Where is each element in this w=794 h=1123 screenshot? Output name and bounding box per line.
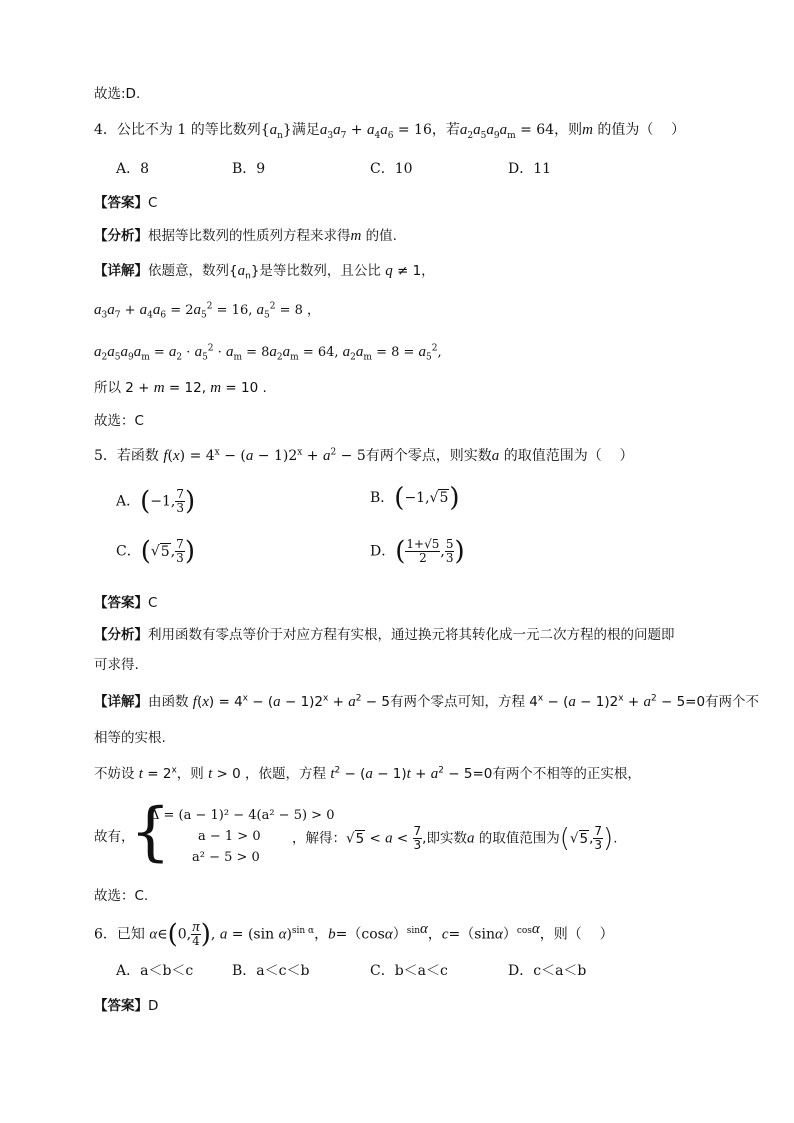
q4-option-c: C．10 xyxy=(370,161,413,177)
q5-system-row-3: a² − 5 > 0 xyxy=(192,850,260,865)
q4-eq1: $a_3a_7 + a_4a_6 = 2a_5^2 = 16$, $a_5^2 = 8$ ， xyxy=(94,301,321,321)
q6-answer: 【答案】D xyxy=(94,998,159,1014)
q5-detail-l1: 【详解】由函数 $f(x) = 4^x - (a - 1)2^x + a^2 - 5$有两个零点可知，方程 $4^x - (a - 1)2^x + a^2 - 5=0$有两个不 xyxy=(94,693,760,710)
q5-analysis-l2: 可求得. xyxy=(94,657,139,673)
q4-option-a: A．8 xyxy=(116,161,150,177)
q4-analysis: 【分析】根据等比数列的性质列方程来求得m 的值. xyxy=(94,228,397,244)
q4-conclusion: 故选：C xyxy=(94,413,144,429)
q5-conclusion: 故选：C. xyxy=(94,888,149,904)
q4-detail: 【详解】依题意，数列$\{a_n\}$是等比数列，且公比 q ≠ 1， xyxy=(94,263,435,282)
q5-option-b: B．(−1,√5) xyxy=(370,483,460,513)
prev-conclusion: 故选:D. xyxy=(94,86,141,102)
q4-eq2: $a_2a_5a_9a_m = a_2 \cdot a_5^2 \cdot a_m = 8a_2a_m = 64$, $a_2a_m = 8 = a_5^2$, xyxy=(94,343,442,363)
q6-option-d: D．c＜a＜b xyxy=(508,963,587,979)
q5-system-prefix: 故有， xyxy=(94,829,135,845)
q5-system-row-2: a − 1 > 0 xyxy=(198,829,261,844)
q5-option-d: D．( $\frac{1+√5}{2}$ , $\frac{5}{3}$ ) xyxy=(370,536,465,567)
q5-detail-l3: 不妨设 $t = 2^x$，则 t > 0 ，依题，方程 $t^2 - (a - 1)t + a^2 - 5=0$有两个不相等的正实根， xyxy=(94,765,641,782)
q6-option-b: B．a＜c＜b xyxy=(232,963,310,979)
q4-answer: 【答案】C xyxy=(94,195,158,211)
q6-option-c: C．b＜a＜c xyxy=(370,963,448,979)
q4-option-d: D．11 xyxy=(508,161,552,177)
q4-stem: 4．公比不为 1 的等比数列$\{a_n\}$满足$a_3a_7 + a_4a_6 = 16$，若$a_2a_5a_9a_m = 64$，则m 的值为（ ） xyxy=(94,122,686,141)
q4-eq3: 所以 2 + m = 12, m = 10 . xyxy=(94,380,267,396)
q5-option-a: A．(−1, $\frac{7}{3}$ ) xyxy=(116,486,196,517)
q6-option-a: A．a＜b＜c xyxy=(116,963,194,979)
q4-option-b: B．9 xyxy=(232,161,266,177)
q5-system-brace: { xyxy=(130,795,171,869)
q6-stem: 6．已知 α∈(0, $\frac{\pi}{4}$ ), a = (sin α)$^{sin \alpha}$，$b=(\cos\alpha)^{sin\alpha}$，$c=(\sin\alpha)^{cos\alpha}$，则（ ） xyxy=(94,919,614,950)
q5-option-c: C．(√5, $\frac{7}{3}$ ) xyxy=(116,536,195,567)
q5-analysis-l1: 【分析】利用函数有零点等价于对应方程有实根，通过换元将其转化成一元二次方程的根的问题即 xyxy=(94,627,675,643)
q5-detail-l2: 相等的实根. xyxy=(94,730,166,746)
q5-solve: ，解得：√5 < a < $\frac{7}{3}$ ,即实数a 的取值范围为(√5, $\frac{7}{3}$ ). xyxy=(292,823,618,854)
q5-system-row-1: Δ = (a − 1)² − 4(a² − 5) > 0 xyxy=(150,808,335,823)
q5-stem: 5．若函数 $f(x) = 4^x - (a - 1)2^x + a^2 - 5$有两个零点，则实数a 的取值范围为（ ） xyxy=(94,447,634,464)
q5-answer: 【答案】C xyxy=(94,595,158,611)
